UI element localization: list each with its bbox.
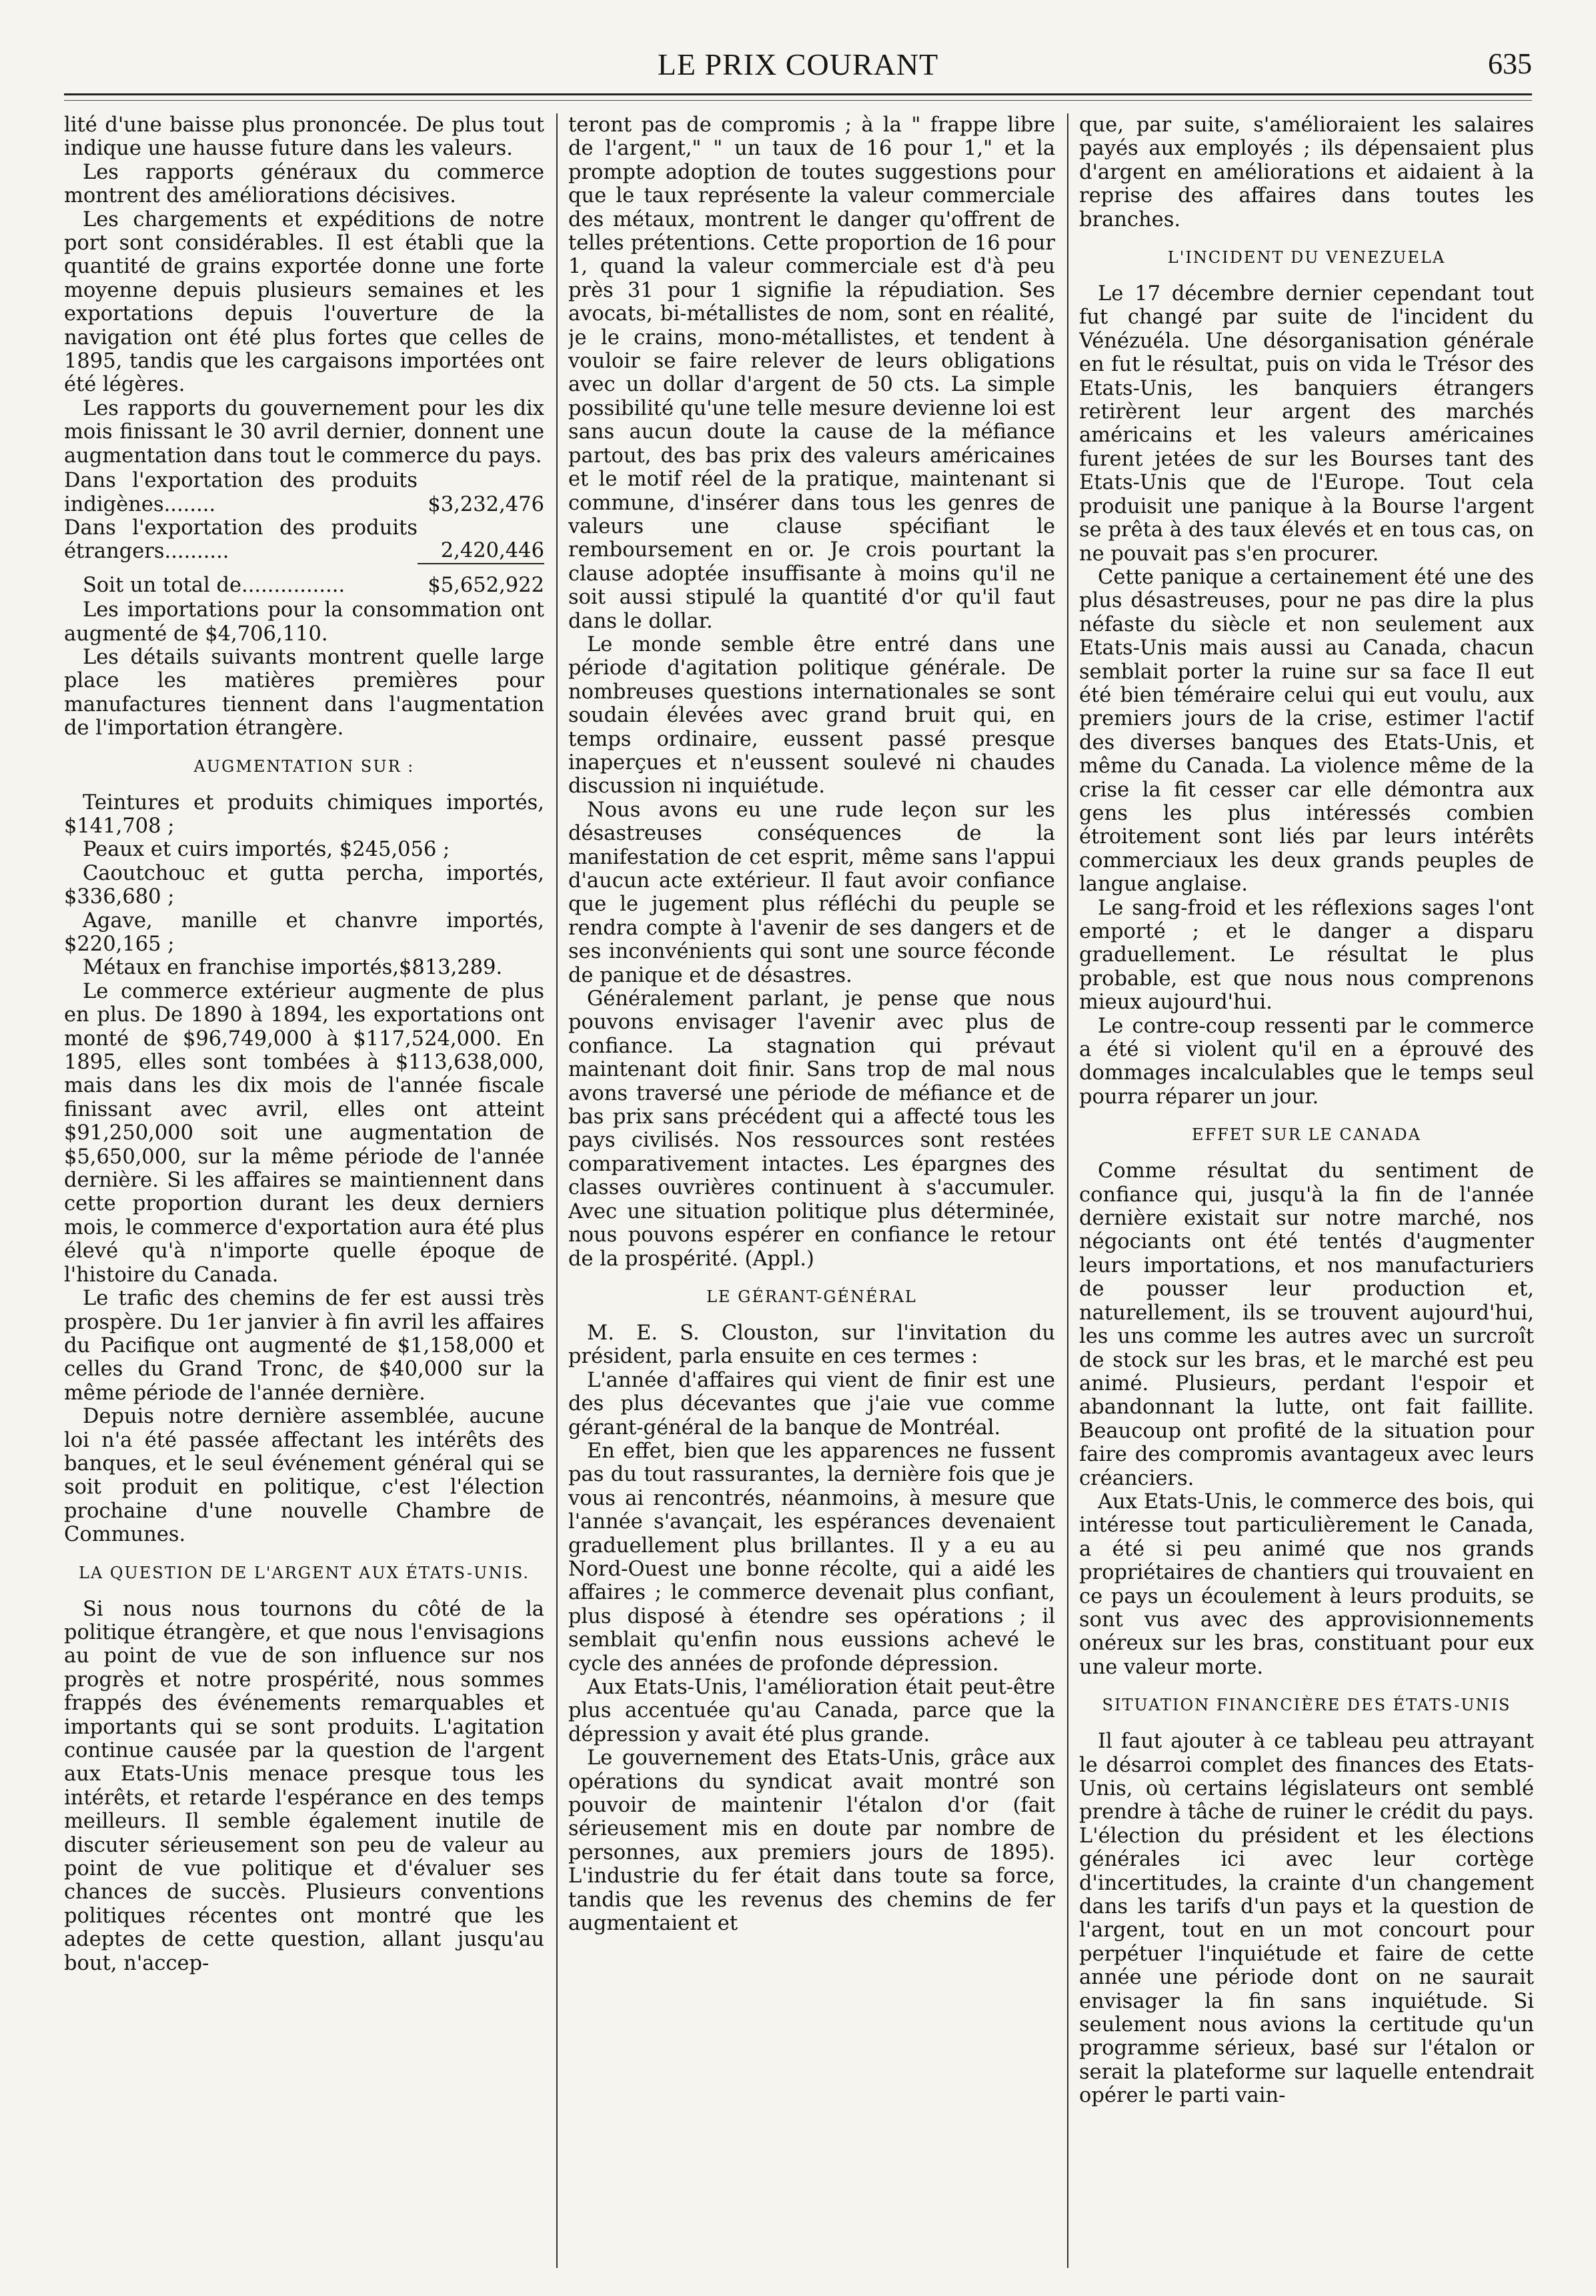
paragraph: Comme résultat du sentiment de confiance qui, jusqu'à la fin de l'année dernière existait sur notre marché, nos négociants ont été tentés d'augmenter leurs importations, et nos manufacturiers de pousser leur production et, naturellement, ils se trouvent aujourd'hui, les uns comme les autres avec un surcroît de stock sur les bras, et le marché est peu animé. Plusieurs, perdant l'espoir et abandonnant la lutte, ont fait faillite. Beaucoup ont profité de la situation pour faire des compromis avantageux avec leurs créanciers. — [1079, 1159, 1534, 1490]
paragraph: Les rapports généraux du commerce montrent des améliorations décisives. — [64, 160, 544, 208]
paragraph: lité d'une baisse plus prononcée. De plus tout indique une hausse future dans les valeurs. — [64, 113, 544, 161]
header-rule — [64, 93, 1532, 95]
paragraph: que, par suite, s'amélioraient les salaires payés aux employés ; ils dépensaient plus d'argent en améliorations et aidaient à la reprise des affaires dans toutes les branches. — [1079, 113, 1534, 231]
paragraph: Le 17 décembre dernier cependant tout fut changé par suite de l'incident du Vénézuéla. Une désorganisation générale en fut le résultat, puis on vida le Trésor des Etats-Unis, les banquiers étrangers retirèrent leur argent des marchés américains et les valeurs américaines furent jetées de sur les Bourses tant des Etats-Unis que de l'Europe. Tout cela produisit une panique à la Bourse l'argent se prêta à des taux élevés et en tous cas, on ne pouvait pas s'en procurer. — [1079, 282, 1534, 566]
paragraph: En effet, bien que les apparences ne fussent pas du tout rassurantes, la dernière fois que je vous ai rencontrés, néanmoins, à mesure que l'année s'avançait, les espérances devenaient graduellement plus brillantes. Il y a eu au Nord-Ouest une bonne récolte, qui a aidé les affaires ; le commerce devenait plus confiant, plus disposé à étendre ses opérations ; il semblait qu'enfin nous eussions achevé le cycle des années de profonde dépression. — [568, 1439, 1055, 1676]
table-row — [64, 469, 544, 516]
paragraph: M. E. S. Clouston, sur l'invitation du président, parla ensuite en ces termes : — [568, 1321, 1055, 1369]
row-label: Dans l'exportation des produits indigènes........ — [64, 469, 418, 516]
section-heading: AUGMENTATION SUR : — [193, 756, 415, 776]
paragraph: Nous avons eu une rude leçon sur les désastreuses conséquences de la manifestation de cet esprit, même sans l'appui d'aucun acte extérieur. Il faut avoir confiance que le jugement plus réfléchi du peuple se rendra compte à l'avenir de ses dangers et de ses inconvénients qui sont une source féconde de panique et de désastres. — [568, 798, 1055, 987]
paragraph: Le commerce extérieur augmente de plus en plus. De 1890 à 1894, les exportations ont monté de $96,749,000 à $117,524,000. En 1895, elles sont tombées à $113,638,000, mais dans les dix mois de l'année fiscale finissant avec avril, elles ont atteint $91,250,000 soit une augmentation de $5,650,000, sur la même période de l'année dernière. Si les affaires se maintiennent dans cette proportion durant les deux derniers mois, le commerce d'exportation aura été plus élevé qu'à n'importe quelle époque de l'histoire du Canada. — [64, 979, 544, 1287]
page-header — [64, 41, 1532, 95]
section-heading: EFFET SUR LE CANADA — [1191, 1125, 1422, 1145]
column-divider — [1067, 113, 1068, 2268]
paragraph: teront pas de compromis ; à la " frappe libre de l'argent," " un taux de 16 pour 1," et la prompte adoption de toutes suggestions pour que le taux représente la valeur commerciale des métaux, montrent le danger qu'offrent de telles prétentions. Cette proportion de 16 pour 1, quand la valeur commerciale est d'à peu près 31 pour 1 signifie la répudiation. Ses avocats, bi-métallistes de nom, sont en réalité, je le crains, mono-métallistes, et tendent à vouloir se faire relever de leurs obligations avec un dollar d'argent de 50 cts. La simple possibilité qu'une telle mesure devienne loi est sans aucun doute la cause de la méfiance partout, des bas prix des valeurs américaines et le motif réel de la pratique, maintenant si commune, d'insérer dans tous les genres de valeurs une clause spécifiant le remboursement en or. Je crois pourtant la clause adoptée insuffisante à moins qu'il ne soit aussi stipulé la quantité d'or qu'il faut dans le dollar. — [568, 113, 1055, 633]
column-1 — [64, 113, 544, 2268]
paragraph: Le trafic des chemins de fer est aussi très prospère. Du 1er janvier à fin avril les affaires du Pacifique ont augmenté de $1,158,000 et celles du Grand Tronc, de $40,000 sur la même période de l'année dernière. — [64, 1287, 544, 1405]
paragraph: Les chargements et expéditions de notre port sont considérables. Il est établi que la quantité de grains exportée donne une forte moyenne depuis plusieurs semaines et les exportations depuis l'ouverture de la navigation ont été plus fortes que celles de 1895, tandis que les cargaisons importées ont été légères. — [64, 207, 544, 397]
paragraph: Depuis notre dernière assemblée, aucune loi n'a été passée affectant les intérêts des banques, et le seul événement général qui se soit produit en politique, c'est l'élection prochaine d'une nouvelle Chambre de Communes. — [64, 1405, 544, 1547]
paragraph: Il faut ajouter à ce tableau peu attrayant le désarroi complet des finances des Etats-Unis, où certains législateurs ont semblé prendre à tâche de ruiner le crédit du pays. L'élection du président et les élections générales ici avec leur cortège d'incertitudes, la crainte d'un changement dans les tarifs d'un pays et la question de l'argent, tout en un mot concourt pour perpétuer l'inquiétude et faire de cette année une période dont on ne saurait envisager la fin sans inquiétude. Si seulement nous avions la certitude qu'un programme sérieux, basé sur l'étalon or serait la plateforme sur laquelle entendrait opérer le parti vain- — [1079, 1730, 1534, 2108]
column-3 — [1079, 113, 1534, 2268]
list-item: Peaux et cuirs importés, $245,056 ; — [83, 838, 450, 862]
export-figures-table — [64, 469, 544, 597]
table-row — [64, 516, 544, 564]
paragraph: Le gouvernement des Etats-Unis, grâce aux opérations du syndicat avait montré son pouvoir de maintenir l'étalon d'or (fait sérieusement mis en doute par nombre de personnes, aux premiers jours de 1895). L'industrie du fer était dans toute sa force, tandis que les revenus des chemins de fer augmentaient et — [568, 1746, 1055, 1936]
paragraph: Les rapports du gouvernement pour les dix mois finissant le 30 avril dernier, donnent une augmentation dans tout le commerce du pays. — [64, 396, 544, 468]
paragraph: Les détails suivants montrent quelle large place les matières premières pour manufactures tiennent dans l'augmentation de l'importation étrangère. — [64, 645, 544, 740]
header-rule-thin — [64, 100, 1532, 101]
total-label: Soit un total de................ — [83, 573, 345, 597]
table-total-row — [64, 564, 544, 597]
row-label: Dans l'exportation des produits étrangers.......... — [64, 516, 418, 564]
paragraph: Le monde semble être entré dans une période d'agitation politique générale. De nombreuses questions internationales se sont soudain élevées avec grand bruit qui, en temps ordinaire, eussent passé presque inaperçues et n'eussent soulevé ni chaudes discussion ni inquiétude. — [568, 632, 1055, 798]
paragraph: Le contre-coup ressenti par le commerce a été si violent qu'il en a éprouvé des dommages incalculables que le temps seul pourra réparer un jour. — [1079, 1014, 1534, 1109]
list-item: Teintures et produits chimiques importés, $141,708 ; — [64, 790, 544, 838]
list-item: Caoutchouc et gutta percha, importés, $336,680 ; — [64, 861, 544, 909]
paragraph: Si nous nous tournons du côté de la politique étrangère, et que nous l'envisagions au point de vue de son influence sur nos progrès et notre prospérité, nous sommes frappés des événements remarquables et importants qui se sont produits. L'agitation continue causée par la question de l'argent aux Etats-Unis menace presque tous les intérêts, et retarde l'espérance en des temps meilleurs. Il semble également inutile de discuter sérieusement son peu de valeur au point de vue politique et d'évaluer ses chances de succès. Plusieurs conventions politiques récentes ont montré que les adeptes de cette question, allant jusqu'au bout, n'accep- — [64, 1597, 544, 1975]
column-2 — [568, 113, 1055, 2268]
section-heading: SITUATION FINANCIÈRE DES ÉTATS-UNIS — [1102, 1696, 1511, 1715]
list-item: Métaux en franchise importés,$813,289. — [83, 956, 503, 980]
paragraph: Généralement parlant, je pense que nous pouvons envisager l'avenir avec plus de confiance. La stagnation qui prévaut maintenant doit finir. Sans trop de mal nous avons traversé une période de méfiance et de bas prix sans précédent qui a affecté tous les pays civilisés. Nos ressources sont restées comparativement intactes. Les épargnes des classes ouvrières continuent à s'accumuler. Avec une situation politique plus déterminée, nous pouvons espérer en confiance le retour de la prospérité. (Appl.) — [568, 987, 1055, 1271]
paragraph: Les importations pour la consommation ont augmenté de $4,706,110. — [64, 598, 544, 646]
paragraph: Aux Etats-Unis, le commerce des bois, qui intéresse tout particulièrement le Canada, a été si peu animé que nos grands propriétaires de chantiers qui trouvaient en ce pays un écoulement à leurs produits, se sont vus avec des approvisionnements onéreux sur les bras, constituant pour eux une valeur morte. — [1079, 1490, 1534, 1679]
total-amount: $5,652,922 — [418, 564, 544, 597]
row-amount: $3,232,476 — [428, 492, 544, 516]
column-divider — [556, 113, 558, 2268]
paragraph: L'année d'affaires qui vient de finir est une des plus décevantes que j'aie vue comme gérant-général de la banque de Montréal. — [568, 1368, 1055, 1440]
page-number: 635 — [1488, 47, 1532, 80]
list-item: Agave, manille et chanvre importés, $220,165 ; — [64, 909, 544, 956]
paragraph: Cette panique a certainement été une des plus désastreuses, pour ne pas dire la plus néfaste du siècle et non seulement aux Etats-Unis mais aussi au Canada, chacun semblait porter la ruine sur sa face Il eut été bien téméraire celui qui eut voulu, aux premiers jours de la crise, estimer l'actif des diverses banques des Etats-Unis, et même du Canada. La violence même de la crise la fit cesser car elle démontra aux gens les plus intéressés combien étroitement sont liés par leurs intérêts commerciaux les deux grands peuples de langue anglaise. — [1079, 565, 1534, 897]
page-title: LE PRIX COURANT — [657, 47, 939, 81]
paragraph: Le sang-froid et les réflexions sages l'ont emporté ; et le danger a disparu graduellement. Le résultat le plus probable, est que nous nous comprenons mieux aujourd'hui. — [1079, 896, 1534, 1015]
paragraph: Aux Etats-Unis, l'amélioration était peut-être plus accentuée qu'au Canada, parce que la dépression y avait été plus grande. — [568, 1676, 1055, 1746]
section-heading: LA QUESTION DE L'ARGENT AUX ÉTATS-UNIS. — [78, 1563, 530, 1582]
row-amount: 2,420,446 — [440, 539, 544, 563]
section-heading: L'INCIDENT DU VENEZUELA — [1167, 248, 1446, 267]
section-heading: LE GÉRANT-GÉNÉRAL — [706, 1287, 917, 1306]
